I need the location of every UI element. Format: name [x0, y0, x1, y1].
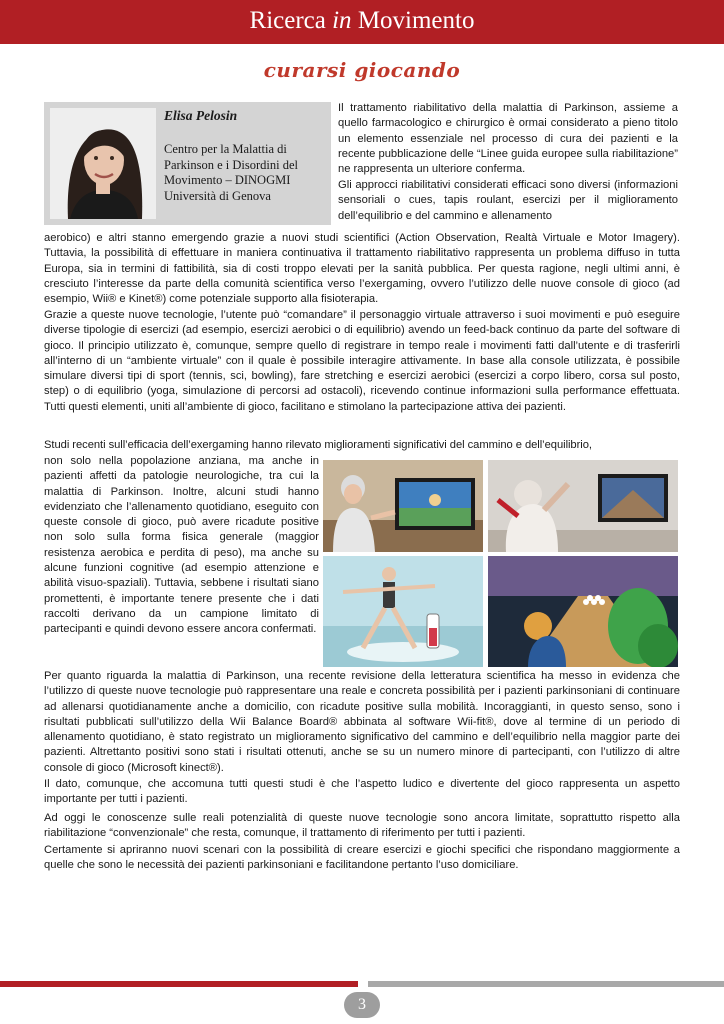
paragraph-5: Per quanto riguarda la malattia di Parkinson, una recente revisione della letteratura scientifica ha messo in evidenza che l’utilizzo di queste nuove tecnologie può rappresentare una reale e concreta possibilità per i pazienti parkinsoniani di continuare ad allenarsi quotidianamente anche a domicilio, con ricadute positive sulla mobilità. Incoraggianti, in questo senso, sono i risultati pubblicati sull’utilizzo della Wii Balance Board® abbinata al software Wii-fit®, dove al termine di un periodo di allenamento quotidiano, è stato registrato un miglioramento significativo del cammino e dell’equilibrio nella maggior parte dei pazienti. Altrettanto positivi sono stati i risultati ottenuti, anche se su un numero minore di partecipanti, con l’utilizzo di altre console di gioco (Microsoft kinect®). — [44, 670, 680, 774]
footer-gray-rule — [368, 981, 724, 987]
paragraph-4-left: non solo nella popolazione anziana, ma anche in pazienti affetti da patologie neurologiche, tra cui la malattia di Parkinson. Inoltre, alcuni studi hanno evidenziato che l’allenamento quotidiano, eseguito con queste console di gioco, può avere ricadute positive non solo sulla forma fisica generale (maggior resistenza aerobica e perdita di peso), ma anche su alcune funzioni cognitive (ad esempio attenzione e abilità visuo-spaziali). Tuttavia, sebbene i risultati siano promettenti, è importante tenere presente che i dati raccolti derivano da un campione limitato di partecipanti e quindi devono essere ancora confermati. — [44, 455, 319, 636]
photo-elderly-wii — [323, 460, 483, 552]
paragraph-4-full: Studi recenti sull’efficacia dell’exergaming hanno rilevato miglioramenti significativi del cammino e dell’equilibrio, — [44, 439, 592, 451]
photo-kinect-bowling — [488, 556, 678, 667]
author-box — [44, 102, 331, 225]
photo-wii-fit-yoga — [323, 556, 483, 667]
photo-bowling-player — [488, 460, 678, 552]
header-title — [0, 7, 724, 35]
photo-grid — [323, 460, 678, 667]
page-number: 3 — [344, 992, 380, 1018]
paragraph-8: Certamente si apriranno nuovi scenari con la possibilità di creare esercizi e giochi specifici che rispondano maggiormente a quelle che sono le necessità dei pazienti parkinsoniani e facilitandone pertanto l’uso domiciliare. — [44, 844, 680, 872]
paragraph-1: Il trattamento riabilitativo della malattia di Parkinson, assieme a quello farmacologico e chirurgico è ormai considerato a pieno titolo un elemento essenziale nel processo di cura dei pazienti e la recente pubblicazione delle “Linee guida europee sulla riabilitazione” ne rappresenta un ulteriore conferma. — [338, 102, 678, 176]
paragraph-6: Il dato, comunque, che accomuna tutti questi studi è che l’aspetto ludico e divertente del gioco rappresenta un aspetto importante per tutti i pazienti. — [44, 778, 680, 806]
paragraph-2-rest: aerobico) e altri stanno emergendo grazie a nuovi studi scientifici (Action Observation, Realtà Virtuale e Motor Imagery). Tuttavia, la possibilità di effettuare in maniera continuativa il trattamento riabilitativo rappresenta un problema diffuso in tutta Europa, sia in termini di fattibilità, sia di costi troppo elevati per la sanità pubblica. Per questa ragione, negli ultimi anni, è cresciuto l’interesse da parte della comunità scientifica verso l’exergaming, ovvero l’utilizzo delle nuove console di gioco (ad esempio, Wii® e Kinet®) come potenziale supporto alla fisioterapia. — [44, 232, 680, 306]
header-title-part1: Ricerca — [249, 7, 333, 34]
paragraph-2-top: Gli approcci riabilitativi considerati efficaci sono diversi (informazioni sensoriali o cues, tapis roulant, esercizi per il miglioramento dell’equilibrio e del cammino e allenamento — [338, 179, 678, 222]
author-affiliation: Centro per la Malattia di Parkinson e i Disordini del Movimento – DINOGMI Università di Genova — [164, 142, 299, 203]
paragraph-7: Ad oggi le conoscenze sulle reali potenzialità di queste nuove tecnologie sono ancora limitate, soprattutto rispetto alla riabilitazione “convenzionale” che resta, comunque, il trattamento di riferimento per tutti i pazienti. — [44, 812, 680, 840]
footer-red-rule — [0, 981, 358, 987]
author-name: Elisa Pelosin — [164, 108, 238, 123]
header-title-italic: in — [332, 7, 352, 34]
author-photo — [50, 108, 156, 219]
paragraph-3: Grazie a queste nuove tecnologie, l’utente può “comandare” il personaggio virtuale attraverso i suoi movimenti e può eseguire diverse tipologie di esercizi (ad esempio, esercizi aerobici o di equilibrio) avendo un feed-back continuo da parte del software di gioco. Il principio utilizzato è, comunque, sempre quello di registrare in tempo reale i movimenti fatti dall’utente e di trasferirli all’interno di un “ambiente virtuale” con il quale è possibile interagire attivamente. In base alla console utilizzata, è possibile simulare diversi tipi di sport (tennis, sci, bowling), fare stretching e esercizi aerobici (esercizi a corpo libero, corsa sul posto, step) o di equilibrio (yoga, simulazione di percorsi ad ostacoli), ricevendo continue informazioni sulla performance effettuata. Tutti questi elementi, uniti all’ambiente di gioco, facilitano e stimolano la partecipazione attiva dei pazienti. — [44, 309, 680, 413]
section-title: curarsi giocando — [263, 58, 461, 82]
header-title-part2: Movimento — [351, 7, 475, 34]
